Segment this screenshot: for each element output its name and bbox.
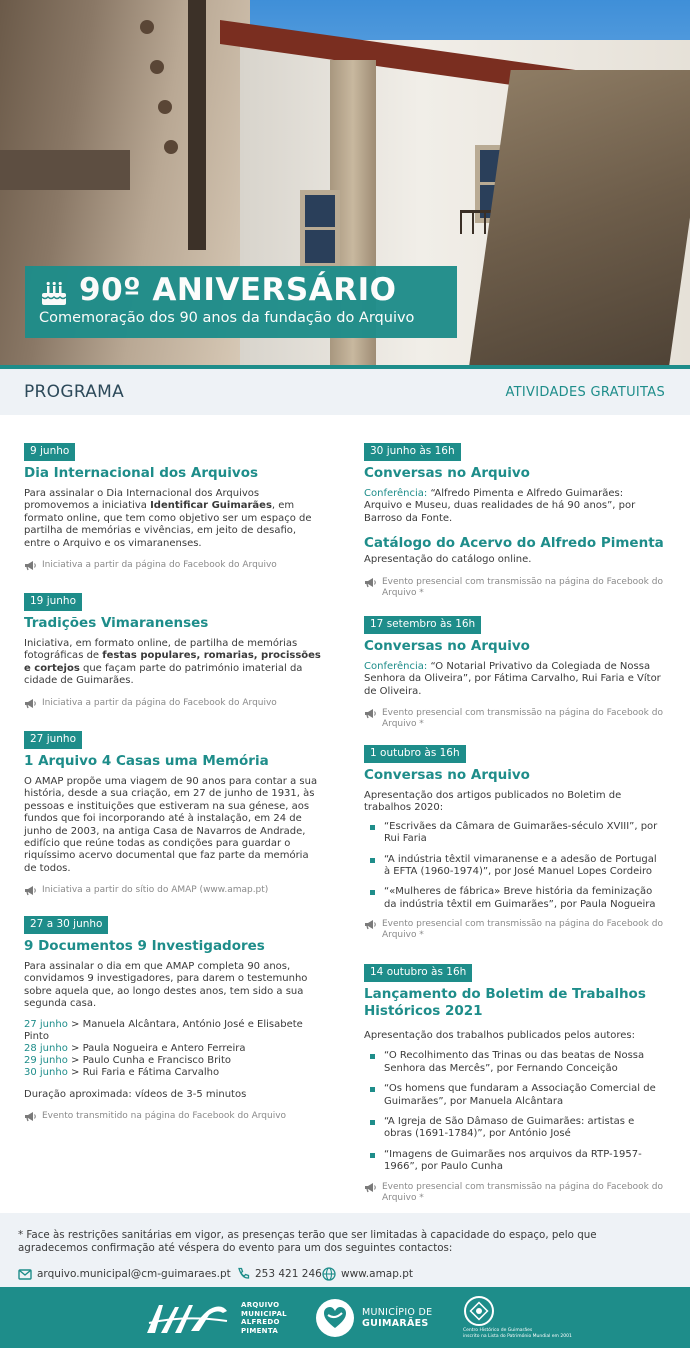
event-description: Conferência: “O Notarial Privativo da Colegiada de Nossa Senhora da Oliveira”, por Fátima Carvalho, Rui Faria e Vítor de Oliveira. — [364, 661, 661, 697]
event-note: Evento transmitido na página do Facebook do Arquivo — [24, 1111, 324, 1122]
event-sub-description: Apresentação do catálogo online. — [364, 554, 532, 566]
phone-icon — [236, 1267, 250, 1281]
anniversary-banner — [25, 266, 457, 338]
date-tag: 30 junho às 16h — [364, 443, 461, 461]
event-note: Iniciativa a partir da página do Facebook do Arquivo — [24, 698, 324, 709]
sanitary-notice: * Face às restrições sanitárias em vigor, as presenças terão que ser limitadas à capacidade do espaço, pelo que agradecemos confirmação até véspera do evento para um dos seguintes contactos: — [18, 1229, 597, 1254]
list-item: “A indústria têxtil vimaranense e a adesão de Portugal à EFTA (1960-1974)”, por José Manuel Lopes Cordeiro — [364, 854, 664, 879]
heritage-emblem-icon — [466, 1298, 492, 1324]
phone-contact[interactable] — [236, 1267, 322, 1281]
event-description: Iniciativa, em formato online, de partilha de memórias fotográficas de festas populares, romarias, procissões e cortejos que façam parte do património imaterial da cidade de Guimarães. — [24, 638, 321, 687]
page-subtitle: Comemoração dos 90 anos da fundação do Arquivo — [39, 310, 415, 326]
event-27-30-junho — [24, 912, 324, 1122]
event-note: Evento presencial com transmissão na página do Facebook do Arquivo * — [364, 919, 664, 941]
article-list — [364, 821, 664, 911]
heart-icon — [316, 1299, 354, 1337]
event-14-outubro — [364, 960, 664, 1204]
event-note: Iniciativa a partir do sítio do AMAP (www.amap.pt) — [24, 885, 324, 896]
date-tag: 14 outubro às 16h — [364, 964, 472, 982]
megaphone-icon — [364, 577, 377, 588]
duration-text: Duração aproximada: vídeos de 3-5 minutos — [24, 1088, 247, 1100]
municipality-logo — [316, 1299, 354, 1337]
article-list — [364, 1050, 664, 1173]
date-tag: 9 junho — [24, 443, 75, 461]
megaphone-icon — [364, 708, 377, 719]
email-link[interactable]: arquivo.municipal@cm-guimaraes.pt — [37, 1268, 231, 1280]
date-tag: 1 outubro às 16h — [364, 745, 466, 763]
event-1-outubro — [364, 741, 664, 941]
event-description: Para assinalar o dia em que AMAP completa 90 anos, convidamos 9 investigadores, para darem o testemunho sobre aquela que, ao longo destes anos, tem sido a sua segunda casa. — [24, 961, 308, 1010]
event-note: Iniciativa a partir da página do Facebook do Arquivo — [24, 560, 324, 571]
megaphone-icon — [24, 1111, 37, 1122]
heritage-logo-text: Centro Histórico de Guimarães inscrito na Lista do Património Mundial em 2001 — [463, 1328, 572, 1339]
date-tag: 27 a 30 junho — [24, 916, 108, 934]
event-description: Apresentação dos artigos publicados no Boletim de trabalhos 2020: — [364, 790, 622, 814]
list-item: “O Recolhimento das Trinas ou das beatas de Nossa Senhora das Mercês”, por Fernando Conceição — [364, 1050, 664, 1075]
event-title: 9 Documentos 9 Investigadores — [24, 938, 265, 954]
event-note: Evento presencial com transmissão na página do Facebook do Arquivo * — [364, 577, 664, 599]
list-item: “Imagens de Guimarães nos arquivos da RTP-1957-1966”, por Paulo Cunha — [364, 1149, 664, 1174]
event-9-junho — [24, 439, 324, 571]
date-tag: 19 junho — [24, 593, 82, 611]
contact-info — [0, 1213, 690, 1287]
web-contact[interactable] — [322, 1267, 413, 1281]
event-title: 1 Arquivo 4 Casas uma Memória — [24, 753, 269, 769]
megaphone-icon — [24, 560, 37, 571]
hero-photo — [0, 0, 690, 365]
list-item: “A Igreja de São Dâmaso de Guimarães: artistas e obras (1691-1784)”, por António José — [364, 1116, 664, 1141]
event-title: Lançamento do Boletim de Trabalhos Históricos 2021 — [364, 986, 646, 1019]
cake-icon — [39, 278, 69, 308]
globe-icon — [322, 1267, 336, 1281]
event-title: Dia Internacional dos Arquivos — [24, 465, 259, 481]
website-link[interactable]: www.amap.pt — [341, 1268, 414, 1280]
mail-icon — [18, 1267, 32, 1281]
page-title: 90º ANIVERSÁRIO — [79, 272, 397, 308]
list-item: “Os homens que fundaram a Associação Comercial de Guimarães”, por Manuela Alcântara — [364, 1083, 664, 1108]
megaphone-icon — [364, 1182, 377, 1193]
program-label: PROGRAMA — [24, 382, 125, 402]
event-title: Conversas no Arquivo — [364, 465, 530, 481]
schedule-item: 28 junho > Paula Nogueira e Antero Ferreira — [24, 1042, 246, 1054]
event-subtitle: Catálogo do Acervo do Alfredo Pimenta — [364, 535, 664, 552]
schedule-item: 27 junho > Manuela Alcântara, António José e Elisabete Pinto — [24, 1018, 303, 1042]
event-19-junho — [24, 589, 324, 709]
event-27-junho — [24, 727, 324, 896]
heritage-logo — [464, 1296, 494, 1326]
event-30-junho — [364, 439, 664, 599]
footer-logos — [0, 1287, 690, 1348]
event-title: Tradições Vimaranenses — [24, 615, 209, 631]
date-tag: 27 junho — [24, 731, 82, 749]
megaphone-icon — [364, 919, 377, 930]
event-title: Conversas no Arquivo — [364, 767, 530, 783]
free-activities-label: ATIVIDADES GRATUITAS — [505, 385, 665, 400]
municipality-logo-text: MUNICÍPIO DE GUIMARÃES — [362, 1307, 433, 1329]
email-contact[interactable] — [18, 1267, 231, 1281]
event-description: Para assinalar o Dia Internacional dos Arquivos promovemos a iniciativa Identificar Guimarães, em formato online, que tem como objetivo ser um espaço de partilha de memórias e vivências, em jeito de desafio, entre o Arquivo e os vimaranenses. — [24, 488, 312, 549]
event-17-setembro — [364, 612, 664, 730]
event-description: Apresentação dos trabalhos publicados pelos autores: — [364, 1030, 636, 1041]
program-bar — [0, 369, 690, 415]
event-note: Evento presencial com transmissão na página do Facebook do Arquivo * — [364, 1182, 664, 1204]
event-title: Conversas no Arquivo — [364, 638, 530, 654]
schedule-item: 29 junho > Paulo Cunha e Francisco Brito — [24, 1054, 231, 1066]
list-item: “Escrivães da Câmara de Guimarães-século XVIII”, por Rui Faria — [364, 821, 664, 846]
schedule-item: 30 junho > Rui Faria e Fátima Carvalho — [24, 1066, 220, 1078]
list-item: “«Mulheres de fábrica» Breve história da feminização da indústria têxtil em Guimarães”, por Paula Nogueira — [364, 886, 664, 911]
amap-logo-text: ARQUIVO MUNICIPAL ALFREDO PIMENTA — [241, 1301, 287, 1335]
phone-number[interactable]: 253 421 246 — [255, 1268, 322, 1280]
megaphone-icon — [24, 885, 37, 896]
event-description: Conferência: “Alfredo Pimenta e Alfredo Guimarães: Arquivo e Museu, duas realidades de há 90 anos”, por Barroso da Fonte. — [364, 488, 636, 524]
schedule-list — [24, 1019, 324, 1079]
event-description: O AMAP propõe uma viagem de 90 anos para contar a sua história, desde a sua criação, em 27 de junho de 1931, às pessoas e instituições que estiveram na sua génese, aos fundos que foi incorporando até à instalação, em 24 de junho de 2003, na antiga Casa de Navarros de Andrade, edifício que reúne todas as condições para guardar o riquíssimo acervo documental que faz parte da memória de todos. — [24, 776, 318, 874]
date-tag: 17 setembro às 16h — [364, 616, 481, 634]
megaphone-icon — [24, 698, 37, 709]
amap-logo — [145, 1301, 230, 1335]
event-note: Evento presencial com transmissão na página do Facebook do Arquivo * — [364, 708, 664, 730]
